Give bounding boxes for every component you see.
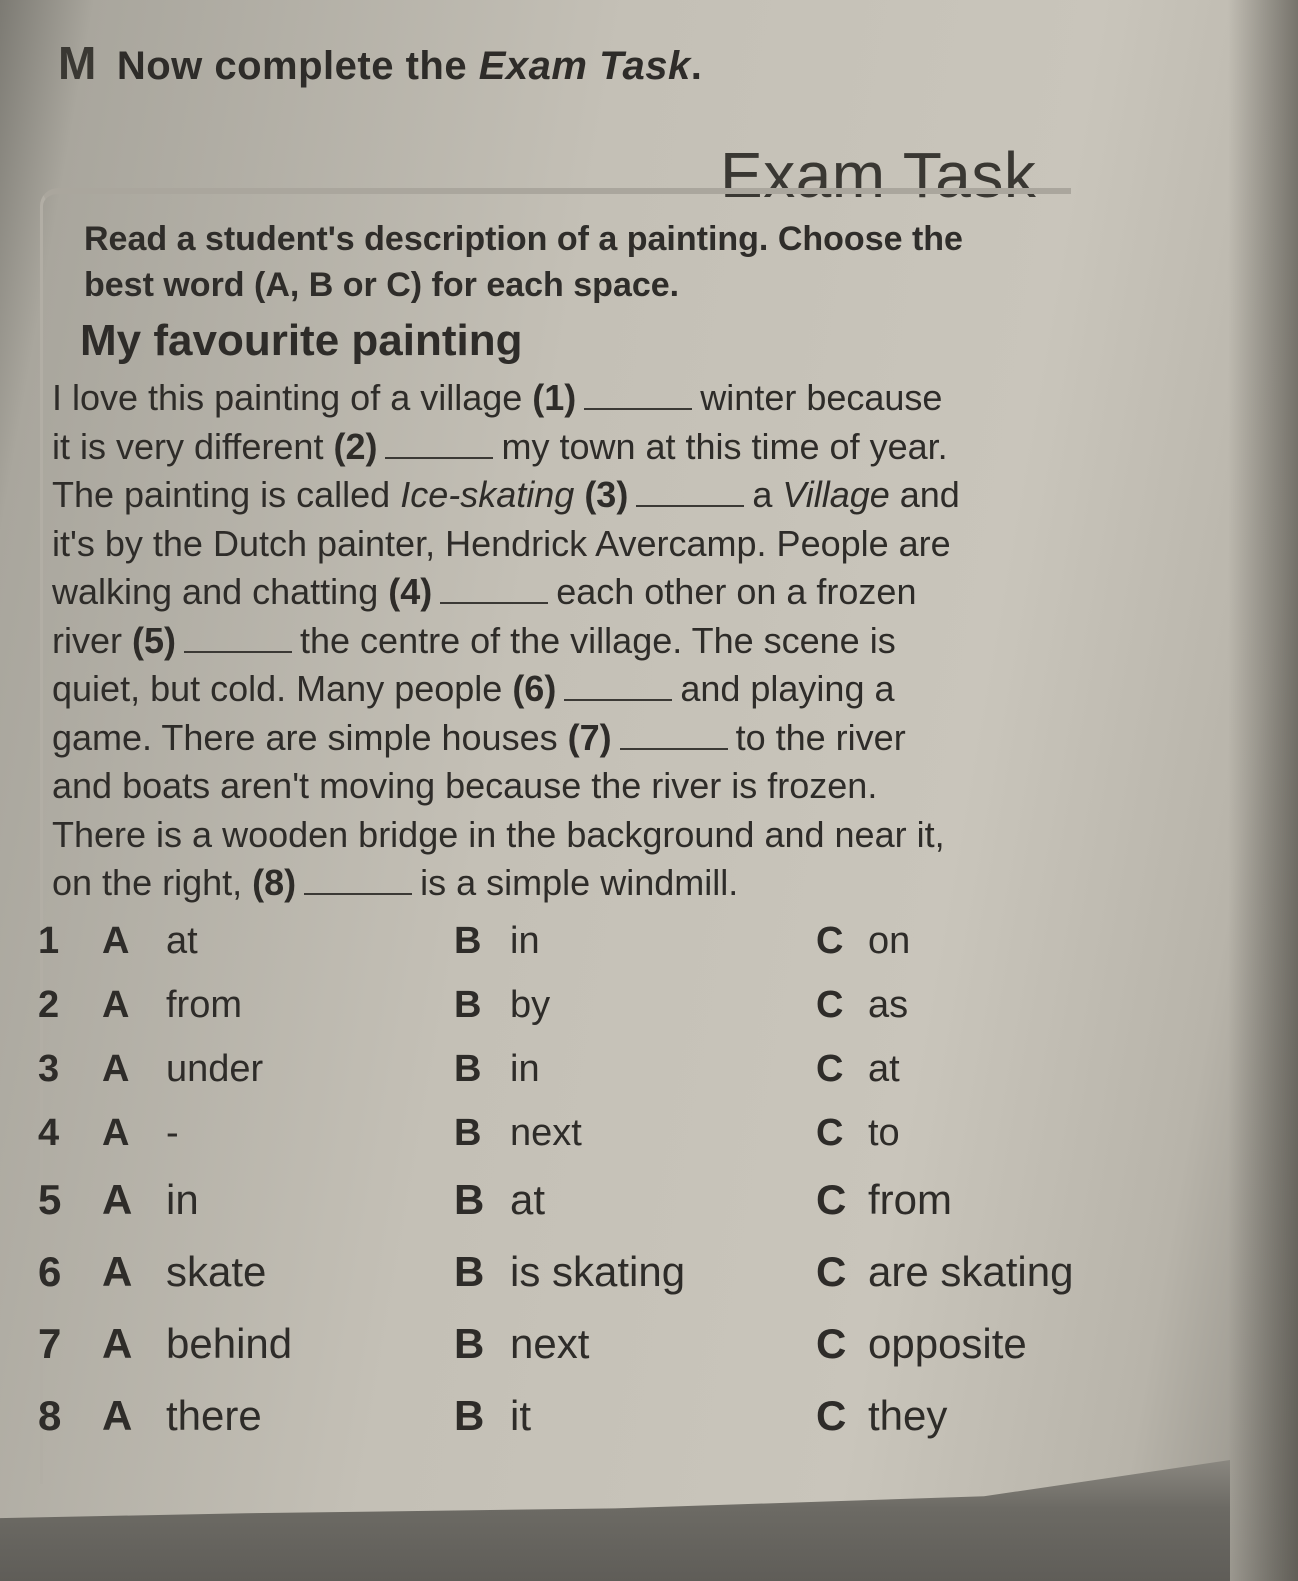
option-c[interactable]: on [868,920,911,962]
option-b[interactable]: at [510,1176,546,1223]
passage-line: There is a wooden bridge in the background and near it, [52,813,945,855]
option-b[interactable]: it [510,1392,531,1439]
passage-line: and boats aren't moving because the river is frozen. [52,765,878,806]
option-letter-c[interactable]: C [816,984,844,1026]
story-title: My favourite painting [80,316,523,365]
gap-number: (5) [132,619,176,661]
passage-line [52,665,1062,714]
option-c[interactable]: from [868,1176,952,1223]
option-b[interactable]: in [510,1048,540,1090]
gap-number: (3) [584,474,629,515]
option-letter-a[interactable]: A [102,984,130,1026]
passage-text: is a simple windmill. [420,862,739,903]
passage-line: it's by the Dutch painter, Hendrick Avercamp. People are [52,522,951,564]
option-a[interactable]: from [166,984,242,1026]
passage-text: and playing a [680,668,895,709]
question-number: 6 [38,1248,62,1295]
passage-text: on the right, [52,862,253,903]
question-number: 8 [38,1392,62,1439]
gap-blank[interactable] [385,453,493,459]
option-a[interactable]: in [166,1176,199,1223]
option-letter-c[interactable]: C [816,1048,844,1090]
passage-line [52,714,1062,763]
passage-text: each other on a frozen [556,571,917,612]
gap-number: (7) [567,716,612,758]
option-b[interactable]: in [510,920,540,962]
painting-title-italic: Village [782,474,890,515]
instructions-line-2: best word (A, B or C) for each space. [84,266,680,304]
passage-text: it is very different [52,425,334,467]
passage-text: a [752,474,783,515]
option-letter-c[interactable]: C [816,1248,847,1295]
option-letter-b[interactable]: B [454,1048,482,1090]
passage-line [52,568,1062,617]
option-b[interactable]: by [510,984,551,1026]
passage-text: winter because [700,377,943,418]
passage-line [52,374,1062,423]
passage-text: The painting is called [52,474,401,515]
option-a[interactable]: under [166,1048,264,1090]
passage-text: walking and chatting [52,571,389,612]
passage-line [52,471,1062,520]
passage-text: I love this painting of a village [52,377,533,418]
option-a[interactable]: skate [166,1248,267,1295]
option-letter-a[interactable]: A [102,920,130,962]
instructions-line-1: Read a student's description of a painting. Choose the [84,220,963,258]
gap-blank[interactable] [304,889,412,895]
option-letter-a[interactable]: A [102,1048,130,1090]
passage-text: the centre of the village. The scene is [300,619,896,661]
option-letter-c[interactable]: C [816,1176,847,1223]
question-number: 4 [38,1112,60,1154]
option-letter-b[interactable]: B [454,1112,482,1154]
option-row-6 [38,1248,1098,1320]
gap-number: (6) [512,668,557,709]
option-letter-b[interactable]: B [454,1392,485,1439]
option-letter-b[interactable]: B [454,1176,485,1223]
question-number: 3 [38,1048,60,1090]
gap-number: (8) [252,862,297,903]
exercise-heading [58,36,702,90]
gap-blank[interactable] [440,598,548,604]
option-c[interactable]: opposite [868,1320,1027,1367]
option-c[interactable]: to [868,1112,900,1154]
option-letter-a[interactable]: A [102,1176,133,1223]
question-number: 2 [38,984,60,1026]
option-a[interactable]: behind [166,1320,293,1367]
passage-text: river [52,619,132,661]
page-edge-shadow [1228,0,1298,1581]
option-letter-a[interactable]: A [102,1392,133,1439]
passage-text: and [889,474,960,515]
heading-text: Now complete the [116,44,479,88]
option-row-7 [38,1320,1098,1392]
passage-text: quiet, but cold. Many people [52,668,513,709]
option-letter-a[interactable]: A [102,1248,133,1295]
option-a[interactable]: at [166,920,198,962]
option-b[interactable]: is skating [510,1248,686,1295]
option-letter-a[interactable]: A [102,1320,133,1367]
passage-line [52,617,1062,666]
passage-text: game. There are simple houses [52,716,568,758]
gap-blank[interactable] [620,744,728,750]
task-instructions [84,216,1044,308]
passage-line [52,859,1062,908]
gap-blank[interactable] [184,647,292,653]
option-c[interactable]: at [868,1048,900,1090]
option-a[interactable]: there [166,1392,262,1439]
option-letter-b[interactable]: B [454,920,482,962]
gap-blank[interactable] [584,404,692,410]
passage-line [52,423,1062,472]
option-row-3 [38,1048,1098,1112]
option-c[interactable]: they [868,1392,948,1439]
option-letter-b[interactable]: B [454,1320,485,1367]
exam-task-title: Exam Task [720,139,1037,211]
option-row-8 [38,1392,1098,1464]
option-b[interactable]: next [510,1112,582,1154]
option-b[interactable]: next [510,1320,590,1367]
option-row-4 [38,1112,1098,1176]
option-letter-c[interactable]: C [816,920,844,962]
option-letter-a[interactable]: A [102,1112,130,1154]
question-number: 1 [38,920,60,962]
heading-period: . [690,44,703,88]
option-a[interactable]: - [166,1112,179,1154]
option-c[interactable]: are skating [868,1248,1074,1295]
gap-blank[interactable] [636,501,744,507]
passage-text: to the river [735,716,906,758]
passage-text: my town at this time of year. [501,425,948,467]
option-letter-c[interactable]: C [816,1320,847,1367]
option-row-2 [38,984,1098,1048]
painting-title-italic: Ice-skating [400,474,575,515]
option-letter-c[interactable]: C [816,1112,844,1154]
gap-number: (4) [388,571,433,612]
option-letter-b[interactable]: B [454,1248,485,1295]
gap-number: (2) [333,425,378,467]
reading-passage [52,374,1062,908]
option-row-1 [38,920,1098,984]
question-number: 7 [38,1320,62,1367]
option-letter-c[interactable]: C [816,1392,847,1439]
gap-blank[interactable] [564,695,672,701]
option-c[interactable]: as [868,984,909,1026]
option-letter-b[interactable]: B [454,984,482,1026]
gap-number: (1) [532,377,577,418]
exercise-letter: M [58,37,97,89]
answer-options [38,920,1098,1464]
question-number: 5 [38,1176,62,1223]
heading-emphasis: Exam Task [478,44,691,88]
option-row-5 [38,1176,1098,1248]
